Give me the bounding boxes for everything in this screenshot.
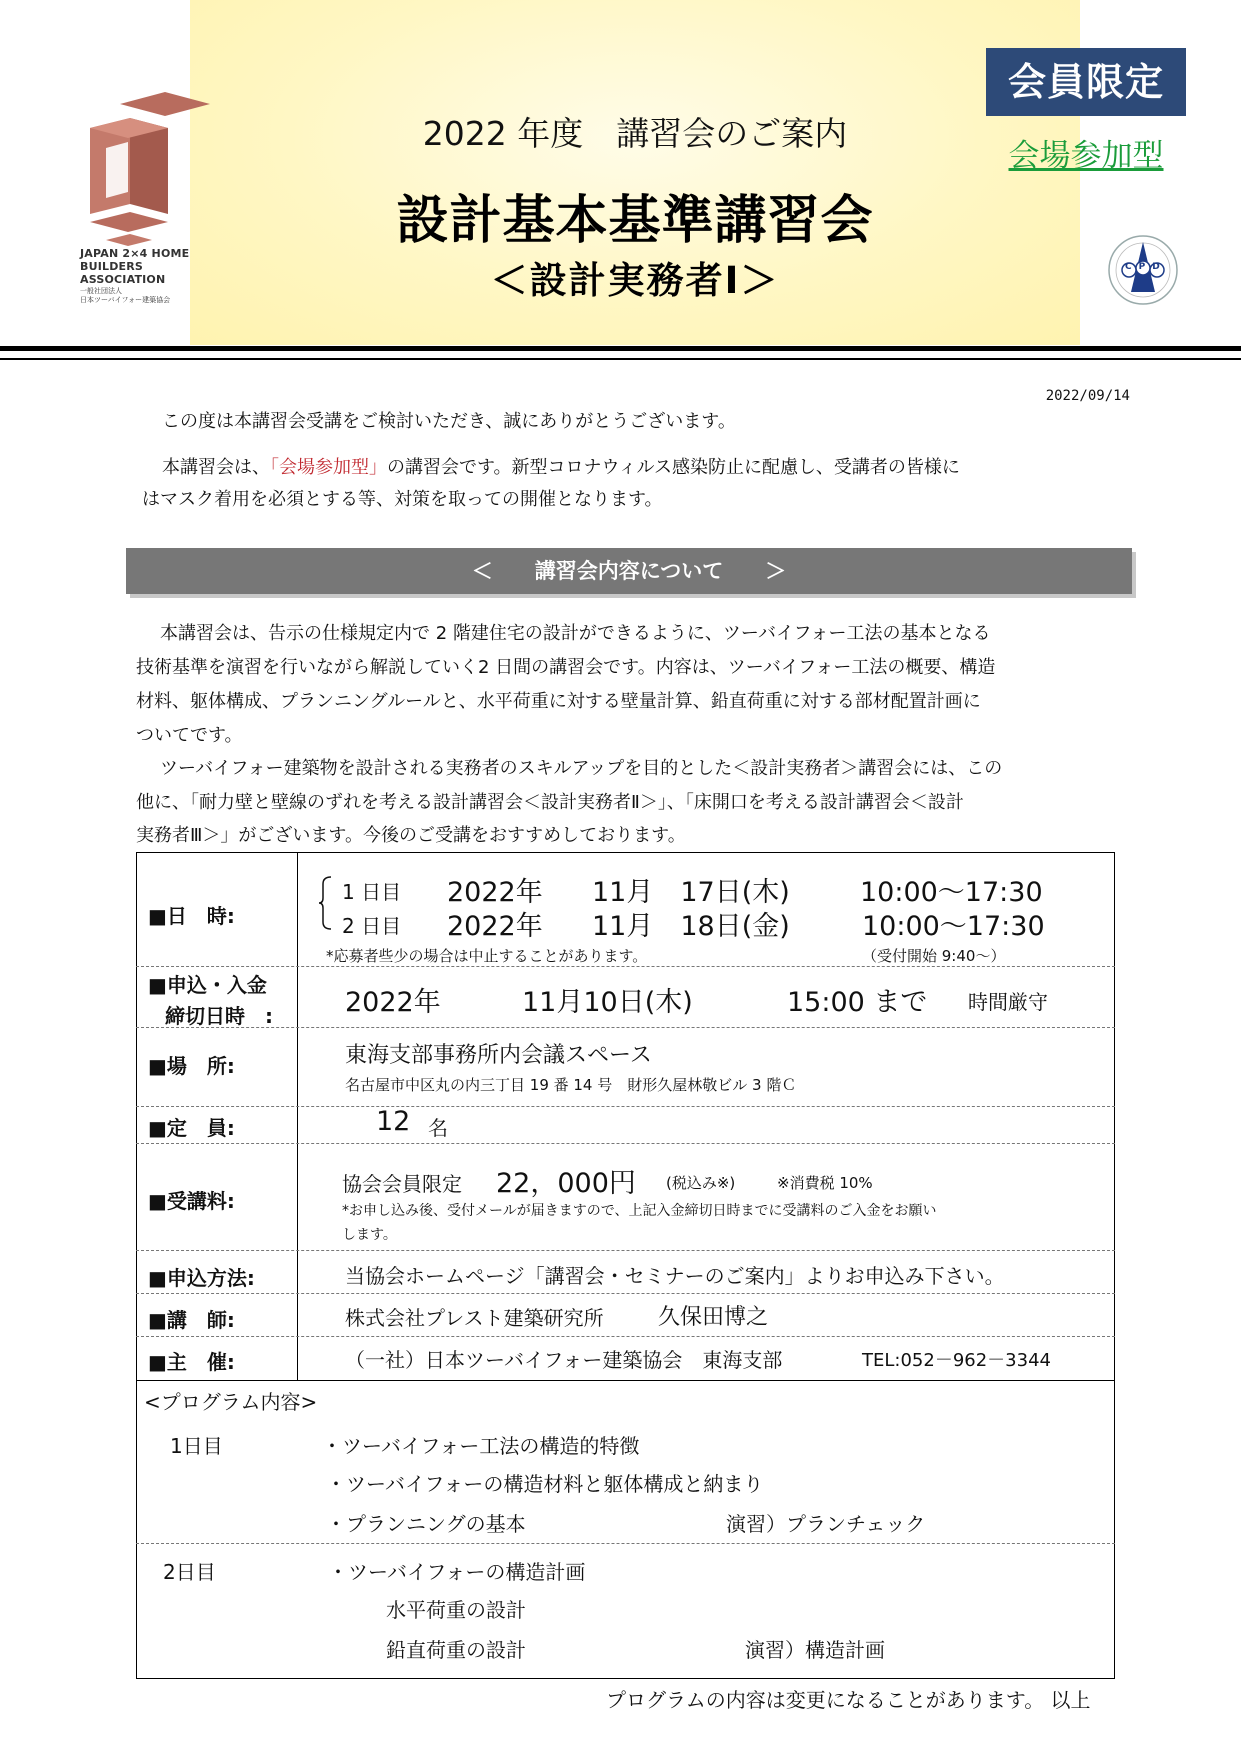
issue-date: 2022/09/14 <box>1045 388 1130 404</box>
fee-tax-note: ※消費税 10% <box>777 1174 873 1192</box>
logo-subtext: 一般社団法人 日本ツーバイフォー建築協会 <box>80 287 171 304</box>
members-only-badge: 会員限定 <box>986 48 1186 116</box>
program-day1-item: ・プランニングの基本 <box>326 1512 526 1536</box>
page-title-sub: ＜設計実務者Ⅰ＞ <box>490 259 780 302</box>
table-row-divider <box>136 1380 1115 1381</box>
organizer-name: （一社）日本ツーバイフォー建築協会 東海支部 <box>345 1348 783 1372</box>
program-day1-label: 1日目 <box>170 1434 223 1458</box>
method-label: ■申込方法: <box>148 1266 255 1290</box>
day1-time: 10:00〜17:30 <box>860 877 1043 908</box>
place-label: ■場 所: <box>148 1054 235 1078</box>
lecturer-company: 株式会社プレスト建築研究所 <box>345 1306 604 1330</box>
table-column-divider <box>297 852 298 1381</box>
organizer-tel: TEL:052－962－3344 <box>862 1350 1051 1371</box>
deadline-label: ■申込・入金 <box>148 973 267 997</box>
program-heading: <プログラム内容> <box>144 1390 318 1414</box>
deadline-year: 2022年 <box>345 987 441 1018</box>
capacity-unit: 名 <box>428 1116 448 1140</box>
fee-prefix: 協会会員限定 <box>342 1172 462 1196</box>
table-row-divider <box>136 1543 1115 1544</box>
place-address: 名古屋市中区丸の内三丁目 19 番 14 号 財形久屋林敬ビル 3 階Ｃ <box>345 1076 797 1094</box>
capacity-value: 12 <box>376 1106 411 1137</box>
program-day2-item: ・ツーバイフォーの構造計画 <box>328 1560 586 1584</box>
section-heading: ＜ 講習会内容について ＞ <box>126 548 1132 594</box>
content-line-2: 技術基準を演習を行いながら解説していく2 日間の講習会です。内容は、ツーバイフォー工法の概要、構造 <box>136 657 996 678</box>
table-row-divider <box>136 1293 1115 1294</box>
program-day1-item: ・ツーバイフォー工法の構造的特徴 <box>322 1434 640 1458</box>
capacity-label: ■定 員: <box>148 1116 235 1140</box>
venue-type-highlight: 「会場参加型」 <box>270 457 387 478</box>
table-row-divider <box>136 966 1115 967</box>
lecturer-label: ■講 師: <box>148 1308 235 1332</box>
intro-line-2-post: の講習会です。新型コロナウィルス感染防止に配慮し、受講者の皆様に <box>387 457 960 478</box>
header-rule-thin <box>0 358 1241 360</box>
day2-time: 10:00〜17:30 <box>862 911 1045 942</box>
day1-year: 2022年 <box>447 877 543 908</box>
deadline-date: 11月10日(木) <box>522 987 693 1018</box>
program-day1-exercise: 演習）プランチェック <box>726 1512 926 1536</box>
content-line-4: ついてです。 <box>136 725 243 746</box>
page-title: 設計基本基準講習会 <box>396 191 874 251</box>
content-line-1: 本講習会は、告示の仕様規定内で 2 階建住宅の設計ができるように、ツーバイフォー工法の基本となる <box>160 623 991 644</box>
intro-line-3: はマスク着用を必須とする等、対策を取っての開催となります。 <box>142 489 663 510</box>
fee-note-2: します。 <box>342 1227 397 1243</box>
table-row-divider <box>136 1250 1115 1251</box>
fee-label: ■受講料: <box>148 1189 235 1213</box>
program-day2-item: 鉛直荷重の設計 <box>386 1638 526 1662</box>
venue-type-label: 会場参加型 <box>1008 138 1164 174</box>
fee-tax: (税込み※) <box>666 1174 736 1192</box>
brace-icon <box>318 876 332 930</box>
program-day2-exercise: 演習）構造計画 <box>745 1638 885 1662</box>
method-value: 当協会ホームページ「講習会・セミナーのご案内」よりお申込み下さい。 <box>345 1264 1005 1288</box>
datetime-label: ■日 時: <box>148 904 235 928</box>
reception-time: （受付開始 9:40〜） <box>862 947 1006 965</box>
content-line-7: 実務者Ⅲ＞」がございます。今後のご受講をおすすめしております。 <box>136 825 686 846</box>
place-name: 東海支部事務所内会議スペース <box>345 1043 652 1068</box>
day2-label: 2 日目 <box>342 914 402 938</box>
deadline-label-2: 締切日時 : <box>165 1004 273 1028</box>
program-day1-item: ・ツーバイフォーの構造材料と躯体構成と納まり <box>326 1472 764 1496</box>
page-subtitle: 2022 年度 講習会のご案内 <box>422 114 848 153</box>
day1-date: 11月 17日(木) <box>592 877 790 908</box>
intro-line-2 <box>162 451 960 485</box>
table-row-divider <box>136 1143 1115 1144</box>
day1-label: 1 日目 <box>342 880 402 904</box>
deadline-time: 15:00 まで <box>787 987 928 1018</box>
table-row-divider <box>136 1027 1115 1028</box>
organizer-label: ■主 催: <box>148 1350 235 1374</box>
content-line-5: ツーバイフォー建築物を設計される実務者のスキルアップを目的とした＜設計実務者＞講習会には、この <box>160 758 1003 779</box>
program-day2-label: 2日目 <box>163 1560 216 1584</box>
header-rule-thick <box>0 346 1241 351</box>
cancel-note: *応募者些少の場合は中止することがあります。 <box>326 947 648 965</box>
day2-year: 2022年 <box>447 911 543 942</box>
table-row-divider <box>136 1106 1115 1107</box>
lecturer-name: 久保田博之 <box>658 1305 769 1330</box>
logo-text: JAPAN 2×4 HOME BUILDERS ASSOCIATION <box>80 247 190 286</box>
fee-note-1: *お申し込み後、受付メールが届きますので、上記入金締切日時までに受講料のご入金をお願い <box>342 1203 937 1219</box>
content-line-6: 他に、「耐力壁と壁線のずれを考える設計講習会＜設計実務者Ⅱ＞」、「床開口を考える設計講習会＜設計 <box>136 792 964 813</box>
table-row-divider <box>136 1336 1115 1337</box>
program-day2-item: 水平荷重の設計 <box>386 1598 526 1622</box>
intro-line-1: この度は本講習会受講をご検討いただき、誠にありがとうございます。 <box>162 411 736 432</box>
fee-amount: 22，000円 <box>496 1168 636 1199</box>
footer-note: プログラムの内容は変更になることがあります。 以上 <box>606 1688 1091 1712</box>
deadline-strict: 時間厳守 <box>968 990 1048 1014</box>
content-line-3: 材料、躯体構成、プランニングルールと、水平荷重に対する壁量計算、鉛直荷重に対する部材配置計画に <box>136 691 981 712</box>
cpd-text: CPD <box>1125 262 1167 272</box>
day2-date: 11月 18日(金) <box>592 911 790 942</box>
intro-line-2-pre: 本講習会は、 <box>162 457 270 478</box>
